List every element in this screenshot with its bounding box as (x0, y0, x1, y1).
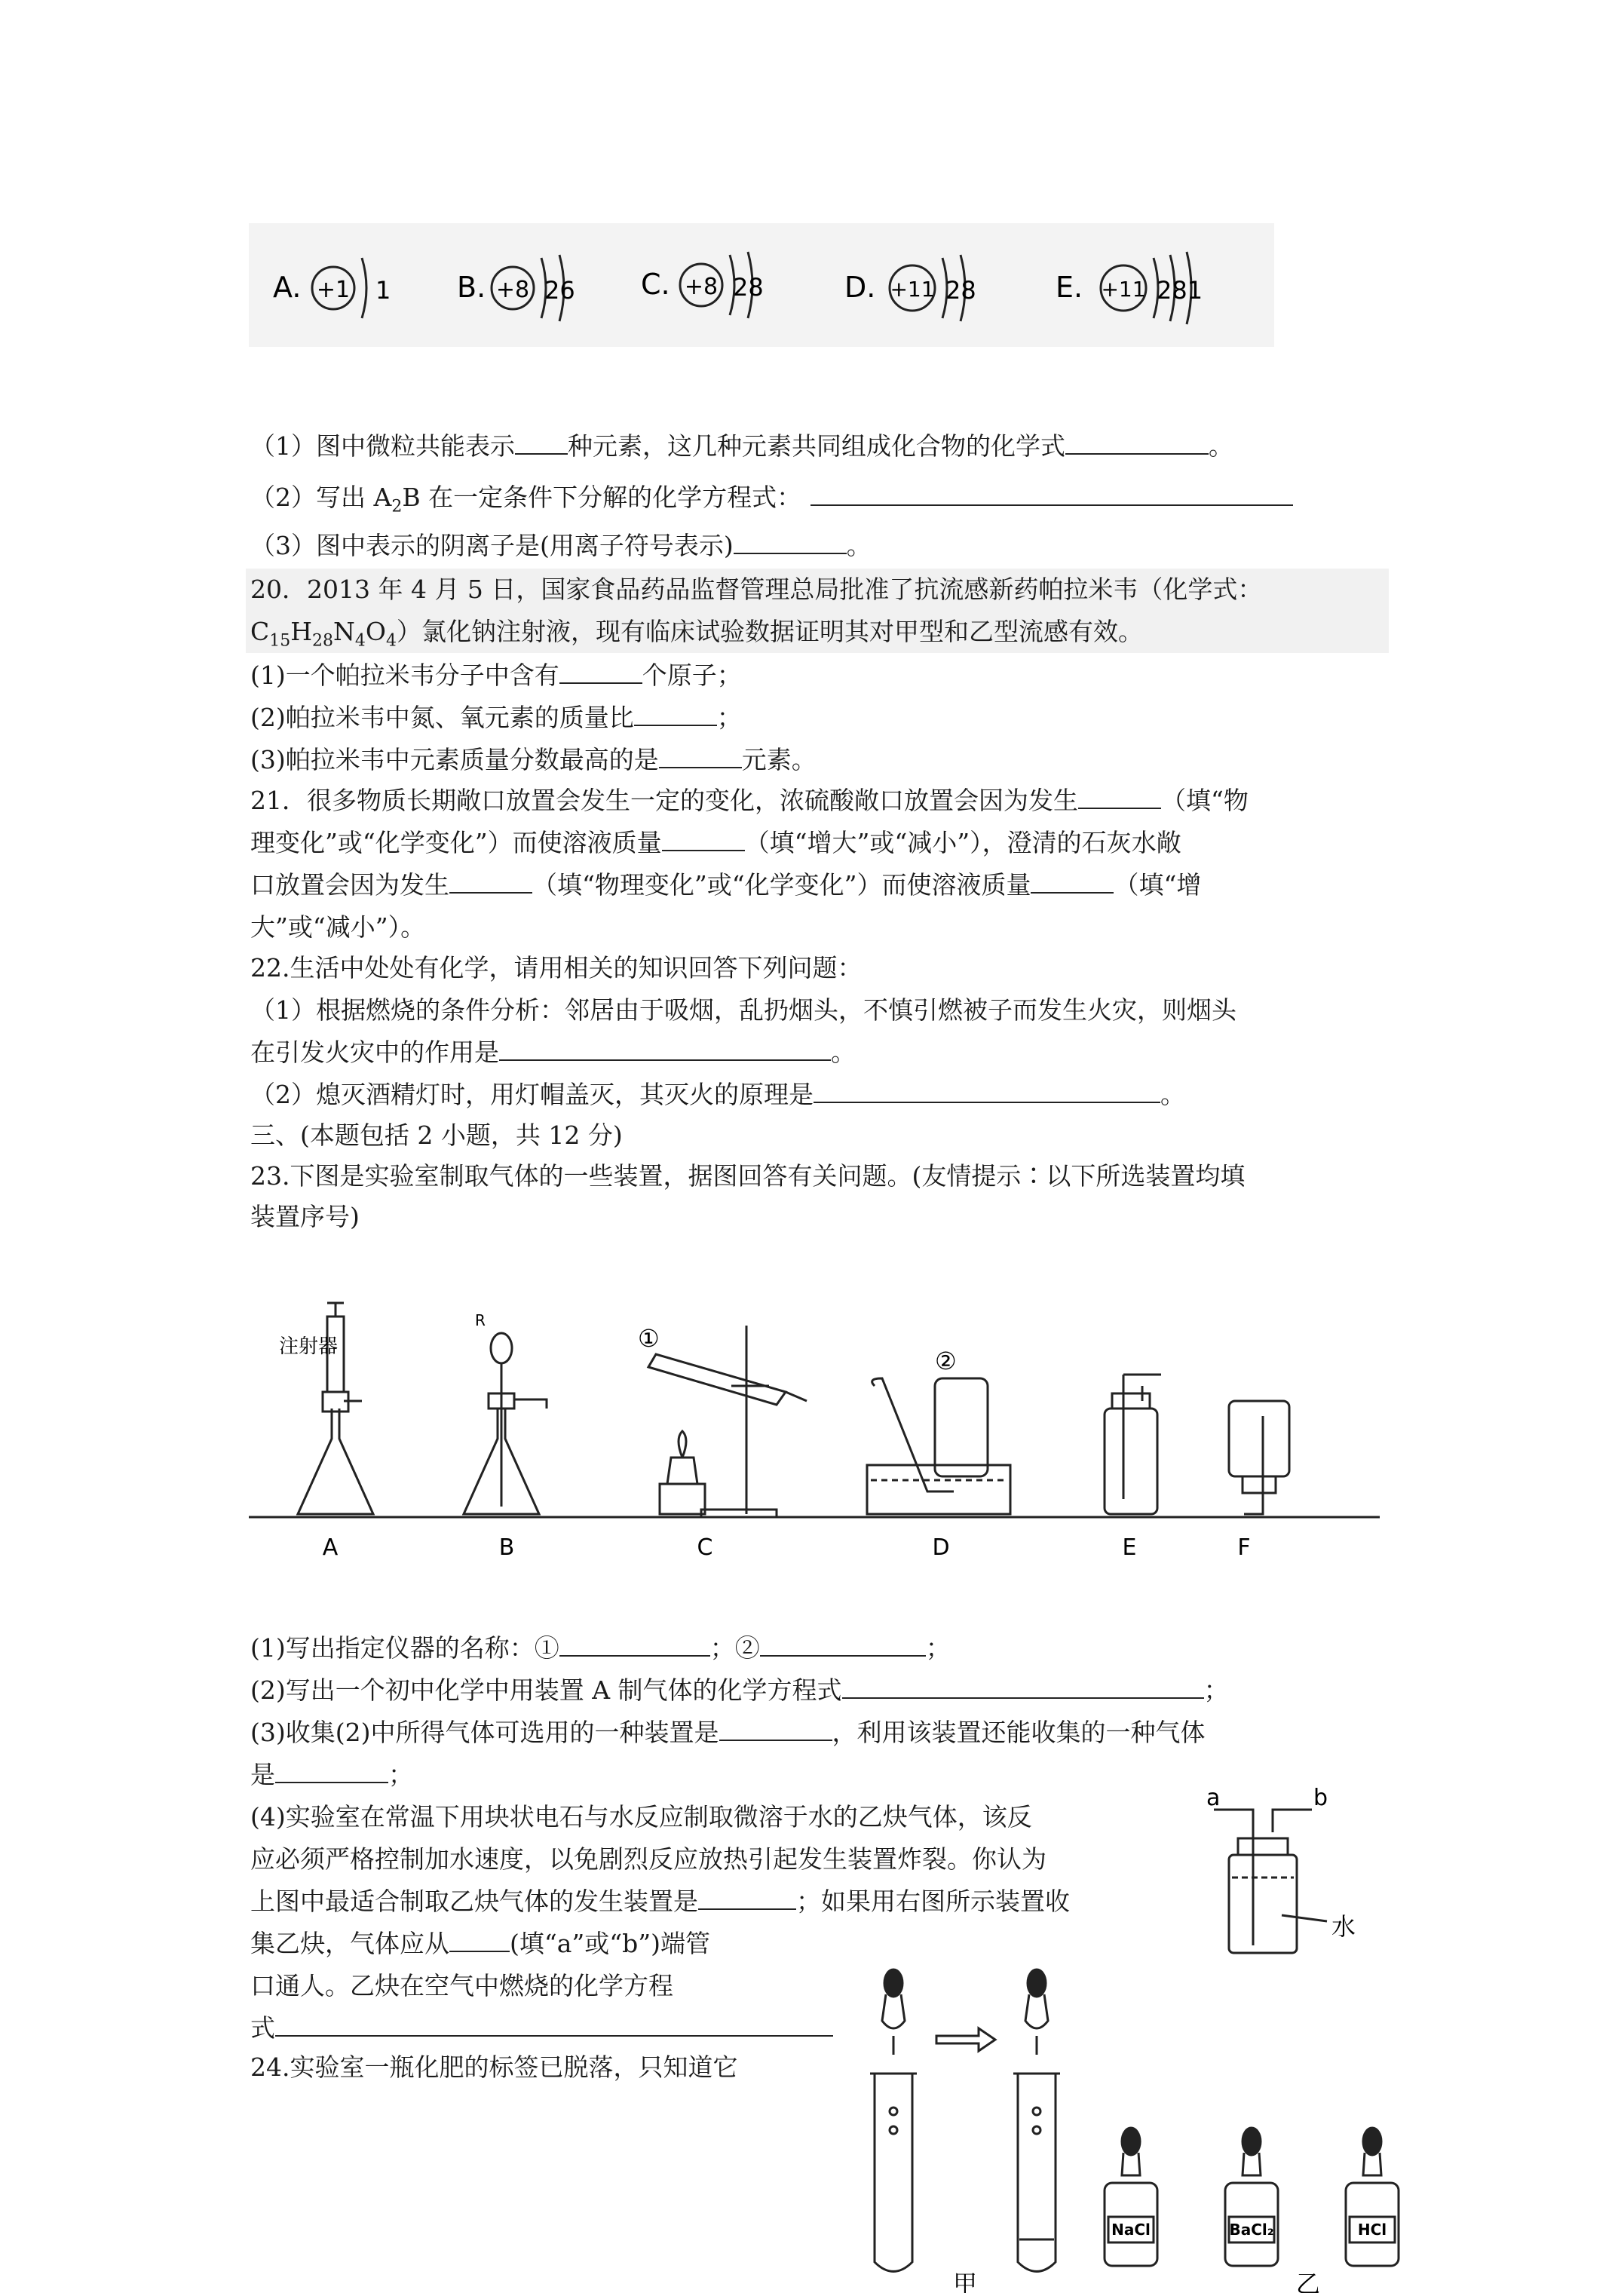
answer-blank[interactable] (760, 1632, 926, 1657)
q20-part3: (3)帕拉米韦中元素质量分数最高的是 元素。 (250, 745, 817, 774)
label-e: E (1122, 1534, 1137, 1561)
q23-part3: (3)收集(2)中所得气体可选用的一种装置是 ，利用该装置还能收集的一种气体 (250, 1718, 1206, 1747)
answer-blank[interactable] (449, 869, 532, 894)
answer-blank[interactable] (634, 702, 717, 726)
chemical-formula: $C_{15}H_{28}N_4O_4$ (250, 617, 397, 651)
q23-part4-line1: (4)实验室在常温下用块状电石与水反应制取微溶于水的乙炔气体，该反 (250, 1802, 1032, 1832)
test-tube-right (1013, 2074, 1060, 2272)
q19-part1: （1）图中微粒共能表示 种元素，这几种元素共同组成化合物的化学式 。 (250, 431, 1233, 461)
q23-part1: (1)写出指定仪器的名称：① ；② ； (250, 1633, 951, 1663)
svg-text:E.: E. (1056, 271, 1083, 304)
answer-blank[interactable] (559, 660, 642, 684)
answer-blank[interactable] (734, 530, 847, 554)
q19-part2: （2）写出 $A_2B$ 在一定条件下分解的化学方程式： (250, 481, 1293, 524)
answer-blank[interactable] (662, 827, 745, 851)
bottle-port-a: a (1206, 1787, 1221, 1811)
svg-text:C.: C. (641, 268, 670, 301)
q24-line1: 24.实验室一瓶化肥的标签已脱落，只知道它 (250, 2052, 738, 2082)
apparatus-f (1229, 1401, 1289, 1514)
answer-blank[interactable] (810, 482, 1293, 506)
marker-1: ① (638, 1324, 660, 1353)
gas-collection-bottle-figure (1199, 1787, 1395, 1960)
answer-blank[interactable] (814, 1079, 1160, 1103)
answer-blank[interactable] (719, 1717, 832, 1741)
svg-text:A.: A. (273, 271, 302, 304)
svg-text:+8: +8 (684, 274, 719, 300)
reagent-label-nacl: NaCl (1111, 2221, 1151, 2239)
reagent-label-bacl2: BaCl₂ (1229, 2221, 1274, 2239)
reagent-bottle-2 (1225, 2128, 1278, 2266)
q23-part2: (2)写出一个初中化学中用装置 A 制气体的化学方程式 ； (250, 1675, 1229, 1705)
answer-blank[interactable] (1078, 785, 1161, 809)
svg-text:1: 1 (375, 276, 391, 305)
q23-part4-line2: 应必须严格控制加水速度，以免剧烈反应放热引起发生装置炸裂。你认为 (250, 1844, 1046, 1874)
svg-text:+11: +11 (1101, 277, 1146, 302)
dropper-left (882, 1970, 905, 2055)
svg-text:281: 281 (1157, 276, 1203, 305)
svg-text:+8: +8 (495, 277, 530, 303)
atom-structure-figure (249, 223, 1274, 347)
q21-line1: 21．很多物质长期敞口放置会发生一定的变化，浓硫酸敞口放置会因为发生 （填“物 (250, 786, 1249, 815)
apparatus-b (464, 1333, 547, 1514)
reagent-bottle-1 (1105, 2128, 1157, 2266)
q20-line2: $C_{15}H_{28}N_4O_4$）氯化钠注射液，现有临床试验数据证明其对甲型和乙型流感有效。 (250, 617, 1143, 651)
answer-blank[interactable] (698, 1886, 796, 1910)
svg-text:26: 26 (544, 276, 575, 305)
label-d: D (932, 1534, 950, 1561)
water-label: 水 (1331, 1912, 1356, 1941)
answer-blank[interactable] (659, 744, 742, 768)
section-3-heading: 三、(本题包括 2 小题，共 12 分) (250, 1120, 623, 1150)
q22-title: 22.生活中处处有化学，请用相关的知识回答下列问题： (250, 953, 863, 982)
label-b: B (498, 1534, 515, 1561)
answer-blank[interactable] (275, 1759, 388, 1783)
arrow-right (936, 2028, 995, 2051)
answer-blank[interactable] (515, 431, 568, 455)
svg-text:+1: +1 (316, 277, 351, 303)
q22-part1-line2: 在引发火灾中的作用是 。 (250, 1038, 856, 1067)
svg-text:28: 28 (733, 273, 764, 302)
q21-line2: 理变化”或“化学变化”）而使溶液质量 （填“增大”或“减小”），澄清的石灰水敞 (250, 828, 1181, 857)
label-jia: 甲 (952, 2270, 978, 2293)
label-c: C (697, 1534, 713, 1561)
q23-line1: 23.下图是实验室制取气体的一些装置，据图回答有关问题。(友情提示∶以下所选装置均填 (250, 1161, 1246, 1191)
q23-part3-line2: 是 ； (250, 1760, 413, 1789)
answer-blank[interactable] (559, 1632, 710, 1657)
atom-e (1056, 252, 1203, 324)
q21-line3: 口放置会因为发生 （填“物理变化”或“化学变化”）而使溶液质量 （填“增 (250, 870, 1202, 900)
atom-b (457, 255, 575, 321)
q22-part1-line1: （1）根据燃烧的条件分析：邻居由于吸烟，乱扔烟头，不慎引燃被子而发生火灾，则烟头 (250, 995, 1236, 1025)
fertilizer-test-figure (852, 1960, 1425, 2293)
apparatus-d (867, 1378, 1010, 1514)
q23-line2: 装置序号) (250, 1202, 360, 1231)
gas-apparatus-figure (249, 1295, 1380, 1570)
label-yi: 乙 (1295, 2270, 1321, 2293)
answer-blank[interactable] (449, 1928, 510, 1952)
q21-line4: 大”或“减小”）。 (250, 912, 426, 942)
q20-part1: (1)一个帕拉米韦分子中含有 个原子； (250, 661, 742, 690)
marker-2: ② (935, 1347, 957, 1375)
test-tube-left (870, 2074, 917, 2272)
syringe-label: 注射器 (279, 1335, 339, 1358)
svg-text:+11: +11 (890, 277, 935, 302)
answer-blank[interactable] (842, 1675, 1204, 1699)
atom-c (641, 252, 764, 318)
svg-text:B.: B. (457, 271, 486, 304)
apparatus-c (377, 1295, 807, 1517)
answer-blank[interactable] (499, 1037, 831, 1061)
atom-d (844, 255, 976, 321)
marker-r: R (475, 1311, 486, 1329)
q23-part4-line3: 上图中最适合制取乙炔气体的发生装置是 ；如果用右图所示装置收 (250, 1887, 1070, 1916)
q20-line1: 20．2013 年 4 月 5 日，国家食品药品监督管理总局批准了抗流感新药帕拉米韦（化学式： (250, 575, 1263, 604)
apparatus-e (1105, 1375, 1161, 1514)
label-a: A (322, 1534, 339, 1561)
answer-blank[interactable] (275, 2012, 833, 2037)
label-f: F (1237, 1534, 1251, 1561)
q20-part2: (2)帕拉米韦中氮、氧元素的质量比 ； (250, 703, 742, 732)
reagent-label-hcl: HCl (1357, 2221, 1387, 2239)
reagent-bottle-3 (1346, 2128, 1399, 2266)
q22-part2: （2）熄灭酒精灯时，用灯帽盖灭，其灭火的原理是 。 (250, 1080, 1185, 1109)
q23-part4-line4: 集乙炔，气体应从 (填“a”或“b”)端管 (250, 1929, 711, 1958)
svg-text:28: 28 (945, 276, 976, 305)
bottle-port-b: b (1313, 1787, 1328, 1811)
atom-a (273, 258, 391, 318)
dropper-right (1025, 1970, 1048, 2055)
q23-part4-line6: 式 (250, 2012, 833, 2045)
q23-part4-line5: 口通人。乙炔在空气中燃烧的化学方程 (250, 1971, 673, 2000)
svg-text:D.: D. (844, 271, 876, 304)
answer-blank[interactable] (1031, 869, 1114, 894)
answer-blank[interactable] (1065, 431, 1209, 455)
q19-part3: （3）图中表示的阴离子是(用离子符号表示) 。 (250, 531, 872, 560)
